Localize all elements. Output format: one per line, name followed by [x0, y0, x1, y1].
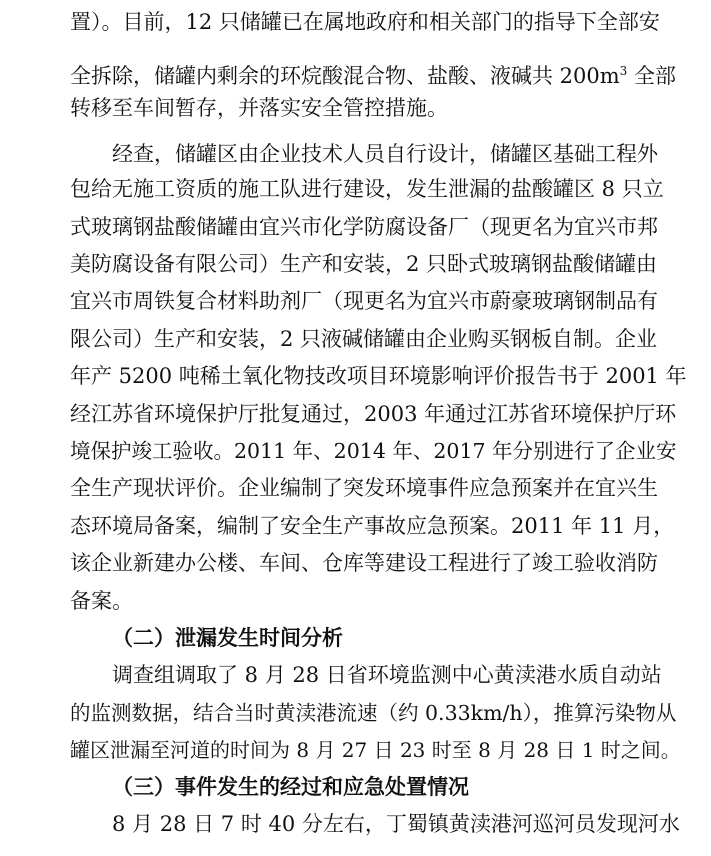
text-segment: 全拆除，储罐内剩余的环烷酸混合物、盐酸、液碱共 200m	[70, 64, 620, 88]
text-line: 该企业新建办公楼、车间、仓库等建设工程进行了竣工验收消防	[70, 551, 658, 575]
text-line: 限公司）生产和安装，2 只液碱储罐由企业购买钢板自制。企业	[70, 327, 658, 351]
text-line: 调查组调取了 8 月 28 日省环境监测中心黄渎港水质自动站	[112, 663, 662, 687]
text-segment: 全部	[627, 64, 676, 88]
text-line: 的监测数据，结合当时黄渎港流速（约 0.33km/h），推算污染物从	[70, 701, 677, 725]
text-line	[70, 58, 676, 94]
text-line: 态环境局备案，编制了安全生产事故应急预案。2011 年 11 月，	[70, 514, 675, 538]
text-line: 8 月 28 日 7 时 40 分左右，丁蜀镇黄渎港河巡河员发现河水	[112, 812, 680, 836]
text-line: 备案。	[70, 589, 133, 613]
text-line: 年产 5200 吨稀土氧化物技改项目环境影响评价报告书于 2001 年	[70, 364, 687, 388]
text-line: 转移至车间暂存，并落实安全管控措施。	[70, 96, 448, 120]
text-line: 全生产现状评价。企业编制了突发环境事件应急预案并在宜兴生	[70, 476, 658, 500]
text-line: 宜兴市周铁复合材料助剂厂（现更名为宜兴市蔚豪玻璃钢制品有	[70, 289, 658, 313]
text-line: 美防腐设备有限公司）生产和安装，2 只卧式玻璃钢盐酸储罐由	[70, 252, 658, 276]
section-heading: （二）泄漏发生时间分析	[112, 626, 343, 650]
text-line: 境保护竣工验收。2011 年、2014 年、2017 年分别进行了企业安	[70, 439, 677, 463]
text-line: 式玻璃钢盐酸储罐由宜兴市化学防腐设备厂（现更名为宜兴市邦	[70, 215, 658, 239]
superscript: 3	[619, 64, 628, 78]
section-heading: （三）事件发生的经过和应急处置情况	[112, 775, 469, 799]
text-line: 置）。目前，12 只储罐已在属地政府和相关部门的指导下全部安	[70, 10, 660, 34]
text-line: 包给无施工资质的施工队进行建设，发生泄漏的盐酸罐区 8 只立	[70, 177, 664, 201]
text-line: 经查，储罐区由企业技术人员自行设计，储罐区基础工程外	[112, 142, 658, 166]
text-line: 罐区泄漏至河道的时间为 8 月 27 日 23 时至 8 月 28 日 1 时之间。	[70, 738, 681, 762]
text-line: 经江苏省环境保护厅批复通过，2003 年通过江苏省环境保护厅环	[70, 402, 677, 426]
